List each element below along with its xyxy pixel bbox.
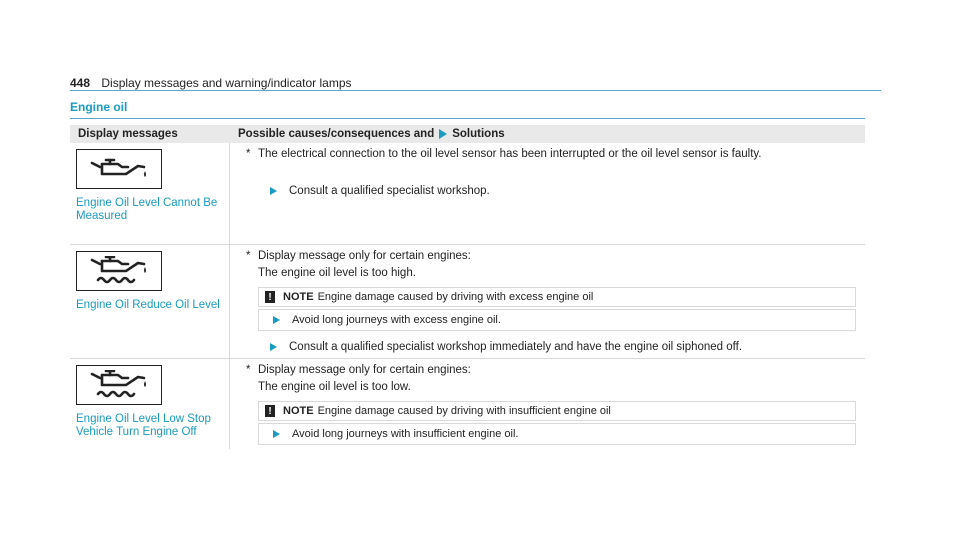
note-text: Engine damage caused by driving with excess engine oil (317, 291, 594, 303)
note-action-box (258, 423, 856, 445)
column-header-causes-label: Possible causes/consequences and (238, 128, 435, 140)
display-messages-table (70, 125, 865, 449)
note-action-box (258, 309, 856, 331)
display-message-cell (70, 245, 230, 358)
cause-text: The electrical connection to the oil level sensor has been interrupted or the oil level sensor is faulty. (258, 148, 762, 160)
table-header (70, 125, 865, 143)
solution-text: Consult a qualified specialist workshop. (289, 185, 490, 197)
column-header-solutions-label: Solutions (452, 128, 505, 140)
oil-can-wave-icon (76, 365, 162, 405)
cause-text: Display message only for certain engines: (258, 250, 471, 262)
cause-bullet: * (246, 364, 251, 376)
note-box (258, 287, 856, 307)
page-header-title: Display messages and warning/indicator lamps (101, 76, 352, 90)
solution-item (270, 185, 490, 197)
note-label: NOTE (283, 291, 314, 303)
cause-detail: The engine oil level is too high. (258, 267, 416, 279)
note-box (258, 401, 856, 421)
cause-bullet: * (246, 148, 251, 160)
page-header (70, 76, 881, 91)
note-action-text: Avoid long journeys with excess engine oil. (292, 314, 501, 326)
display-message-cell (70, 143, 230, 244)
cause-bullet: * (246, 250, 251, 262)
table-row (70, 244, 865, 358)
solution-text: Consult a qualified specialist workshop immediately and have the engine oil siphoned off. (289, 341, 743, 353)
solution-arrow-icon (270, 343, 277, 351)
display-message-name: Engine Oil Level Low Stop Vehicle Turn Engine Off (76, 413, 211, 438)
warning-icon: ! (265, 405, 275, 417)
note-label: NOTE (283, 405, 314, 417)
solution-item (270, 341, 742, 353)
table-row (70, 143, 865, 244)
section-divider (70, 118, 865, 119)
causes-cell (230, 245, 865, 358)
section-title: Engine oil (70, 100, 128, 114)
warning-icon: ! (265, 291, 275, 303)
solution-arrow-icon (439, 129, 447, 139)
oil-can-icon (76, 149, 162, 189)
note-text: Engine damage caused by driving with insufficient engine oil (317, 405, 611, 417)
column-header-causes (228, 128, 505, 140)
causes-cell (230, 143, 865, 244)
solution-arrow-icon (270, 187, 277, 195)
column-header-display-messages: Display messages (78, 128, 178, 140)
display-message-name: Engine Oil Level Cannot Be Measured (76, 197, 218, 222)
cause-text: Display message only for certain engines: (258, 364, 471, 376)
display-message-name: Engine Oil Reduce Oil Level (76, 299, 220, 311)
page-number: 448 (70, 76, 91, 90)
oil-can-wave-icon (76, 251, 162, 291)
cause-detail: The engine oil level is too low. (258, 381, 411, 393)
note-action-text: Avoid long journeys with insufficient engine oil. (292, 428, 519, 440)
solution-arrow-icon (273, 430, 280, 438)
display-message-cell (70, 359, 230, 449)
causes-cell (230, 359, 865, 449)
table-row (70, 358, 865, 449)
solution-arrow-icon (273, 316, 280, 324)
